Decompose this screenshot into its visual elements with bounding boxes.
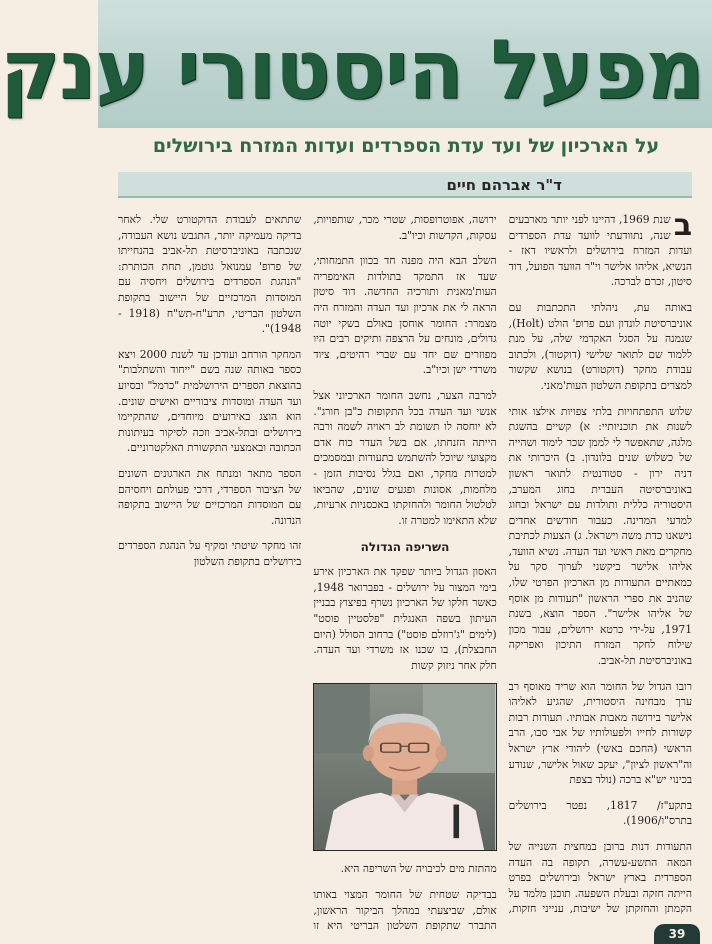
- paragraph-14: זהו מחקר שיטתי ומקיף על הנהגת הספרדים בירושלים בתקופת השלטון: [118, 539, 302, 568]
- section-heading: השריפה הגדולה: [360, 540, 450, 555]
- page-number: 39: [654, 924, 700, 944]
- paragraph-8: למרבה הצער, נחשב החומר הארכיוני אצל אנשי ועד העדה בכל התקופות כ"בן חורג". לא יוחסה לו תשומת לב ראויה לשמה ורבה הייתה הזנחתו, אם בשל העדר כוח אדם מקצועי שיוכל להשתמש בתעודות ובמסמכים למטרות מחקר, ואם בגלל נסיבות הזמן - מלחמות, אסונות ופגעים שונים, שהביאו לטלטול החומר ולהחזקתו באכסניות ארעיות, שלא התאימו למטרה זו.: [313, 388, 497, 527]
- article-subheadline: על הארכיון של ועד עדת הספרדים ועדות המזרח בירושלים: [152, 135, 660, 157]
- author-byline: ד"ר אברהם חיים: [446, 176, 562, 194]
- author-photo: [313, 683, 496, 851]
- paragraph-12: המחקר הורחב ועודכן עד לשנת 2000 ויצא כספר באותה שנה בשם "ייחוד והשתלבות" בהוצאת הספרים הירושלמית "כרמל" ובסיוע ועד העדה ומוסדות ציבוריים ואישים שונים. הוא הוצג באירועים מיוחדים, שהתקיימו בירושלים ובתל-אביב וזכה לסיקור בעיתונות הכתובה ובאמצעי התקשורת האלקטרוניים.: [118, 347, 302, 455]
- paragraph-1: בשנת 1969, דהיינו לפני יותר מארבעים שנה, נתוודעתי לוועד עדת הספרדים ועדות המזרח בירושלים ולראשיו דאז - הנשיא, אליהו אלישר וי"ר הוועד הפועל, דוד סיטון, זכרם לברכה.: [508, 208, 692, 289]
- article-headline: מפעל היסטורי ענק: [0, 23, 704, 118]
- author-portrait-image: [314, 684, 495, 850]
- paragraph-5: בתקע"ז/ 1817, נפטר בירושלים בתרס"ו/1906).: [508, 798, 692, 828]
- paragraph-4: רובו הגדול של החומר הוא שריד מאוסף רב ערך מבחינה היסטורית, שהגיע לאליהו אלישר בירושה מאבות אבותיו. תעודות רבות קשורות לחייו ולפעולותיו של אבי סבו, הרב הראשי (החכם באשי) ליהודי ארץ ישראל וה"ראשון לציון", יעקב שאול אלישר, שנודע בכינוי יש"א ברכה (נולד בצפת: [508, 679, 692, 787]
- paragraph-13: הספר מתאר ומנתח את הארגונים השונים של הציבור הספרדי, דרכי פעולתם ויחסיהם עם המוסדות המרכזיים של היישוב בתקופה הנדונה.: [118, 466, 302, 527]
- paragraph-3: שלוש התפתחויות בלתי צפויות אילצו אותי לשנות את תוכניותיי: א) קשיים בהשגת מלגה, שתאפשר לי לממן שכר לימוד ושהייה של כשלוש שנים בלונדון. ב) היכרותי את דניה ירון - סטודנטית לתואר ראשון באוניברסיטה העברית בחוג המערב, היסטוריה כללית ותולדות עם ישראל ובחוג למדעי המדינה. כעבור חודשים אחדים נישאנו כדת משה וישראל. ג) הצעות לכתיבת מחקרים מאת ראשי ועד העדה. נשיא הוועד, אליהו אלישר ביקשני לערוך סקר על כמאתיים התעודות מן הארכיון הפרטי שלו, שהניב את ספרי הראשון "תעודות מן אוסף של אליהו אלישר". הספר הוצא, בשנת 1971, על-ידי כרטא ירושלים, עבור מכון שילוח לחקר המזרח התיכון ואפריקה באוניברסיטת תל-אביב.: [508, 404, 692, 668]
- paragraph-7: השלב הבא היה מפנה חד בכוון התמחותי, שעד אז התמקד בתולדות האימפריה העות'מאנית ותורכיה החדשה. דוד סיטון הראה לי את ארכיון ועד העדה והמזרח היה מצמרר: החומר אוחסן באולם בשקי יוטה גדולים, מונחים על הרצפה ותיקים רבים היו מפוזרים שם יחד עם שברי רהיטים, ציוד משרדי ישן וכיו"ב.: [313, 254, 497, 377]
- paragraph-10: מהתזת מים לכיבויה של השריפה היא.: [340, 862, 497, 876]
- paragraph-6: התעודות דנות ברובן במחצית השנייה של המאה התשע-עשרה, תקופה בה העדה הספרדית בארץ ישראל ובירושלים בפרט הייתה חזקה ובעלת השפעה. תוכנן מלמד על הקמתן והחזקתן של ישיבות, ענייני חזקות, ירושה, אפוטרופסות, שטרי מכר, שותפויות, עסקות, הקדשות וכיו"ב.: [313, 213, 692, 916]
- byline-bar: [118, 172, 692, 198]
- article-body: [118, 208, 692, 944]
- paragraph-9: האסון הגדול ביותר שפקד את הארכיון אירע בימי המצור על ירושלים - בפברואר 1948, כאשר חלקו של הארכיון נשרף בפיצוץ בבניין העיתון בשפה האנגלית "פלסטיין פוסט" (לימים "ג'רוזלם פוסט") ברחוב הסולל (היום החבצלת), בו שכנו אז משרדי ועד העדה. חלק אחר ניזוק קשות: [313, 565, 497, 672]
- paragraph-2: באותה עת, ניהלתי התכתבות עם אוניברסיטת לונדון ועם פרופ' הולט (Holt), שנמנה על הסגל האקדמי שלה, על מנת ללמוד שם לתואר שלישי (דוקטור), ולכתוב עבודת מחקר (דוקטורט) בנושא שקשור למצרים בתקופת השלטון העות'מאני.: [508, 300, 692, 392]
- paragraph-11: בבדיקה שטחית של החומר המצוי באותו אולם, שביצעתי במהלך הביקור הראשון, התברר שתקופת השלטון הבריטי היא זו שתתאים לעבודת הדוקטורט שלי. לאחר בדיקה מעמיקה יותר, התגבש נושא העבודה, שנכתבה באוניברסיטת תל-אביב בהנחייתו של פרופ' עמנואל גוטמן, תחת הכותרת: "הנהגת הספרדים בירושלים ויחסיה עם המוסדות המרכזיים של היישוב בתקופת השלטון הבריטי, תרע"ח-תש"ח (1918 - 1948)".: [118, 213, 497, 933]
